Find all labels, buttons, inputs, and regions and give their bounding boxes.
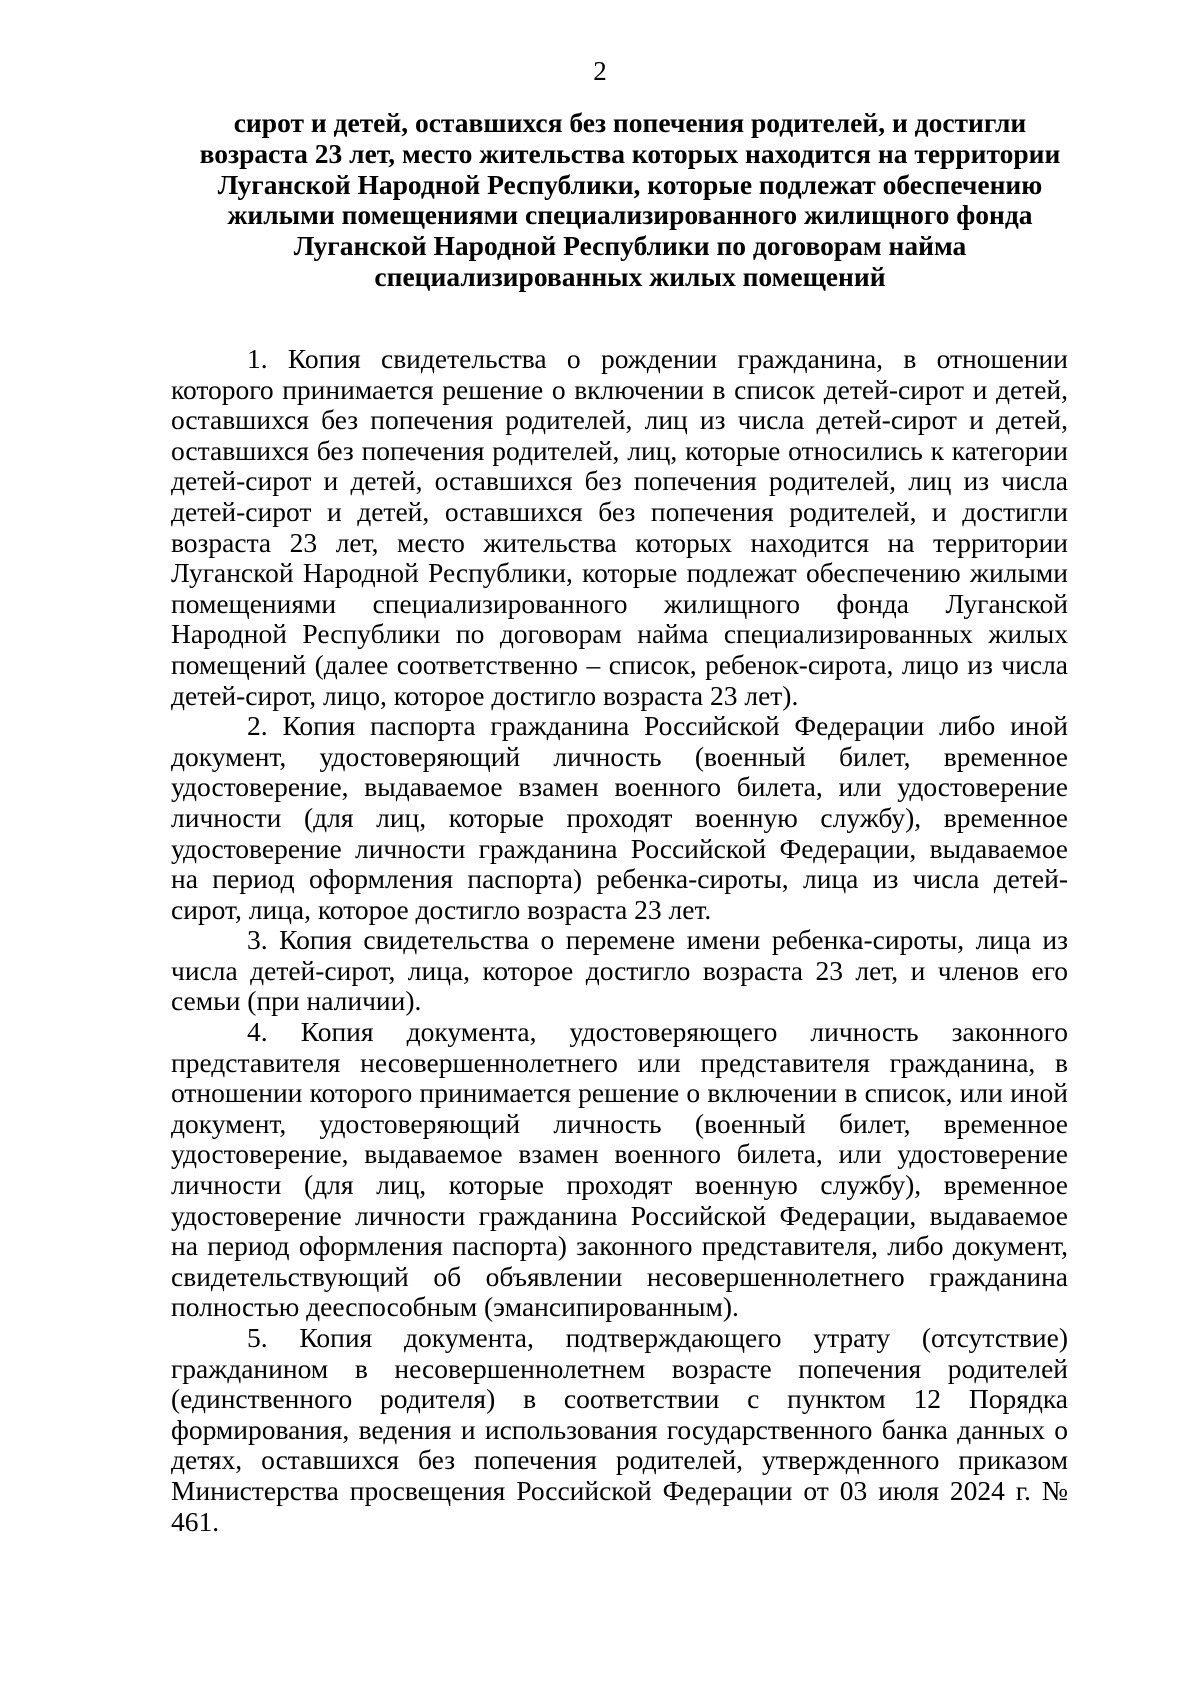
paragraph-item-3: 3. Копия свидетельства о перемене имени ребенка-сироты, лица из числа детей-сирот, лица, которое достигло возраста 23 лет, и членов его семьи (при наличии).	[171, 924, 1068, 1017]
paragraph-item-4: 4. Копия документа, удостоверяющего личность законного представителя несовершеннолетнего или представителя гражданина, в отношении которого принимается решение о включении в список, или иной документ, удостоверяющий личность (военный билет, временное удостоверение, выдаваемое взамен военного билета, или удостоверение личности (для лиц, которые проходят военную службу), временное удостоверение личности гражданина Российской Федерации, выдаваемое на период оформления паспорта) законного представителя, либо документ, свидетельствующий об объявлении несовершеннолетнего гражданина полностью дееспособным (эмансипированным).	[171, 1016, 1068, 1323]
heading-line: жилыми помещениями специализированного жилищного фонда	[227, 199, 1033, 231]
document-heading	[170, 108, 1090, 293]
document-body	[171, 344, 1068, 1537]
heading-line: возраста 23 лет, место жительства которых находится на территории	[199, 137, 1061, 169]
paragraph-item-1: 1. Копия свидетельства о рождении гражданина, в отношении которого принимается решение о включении в список детей-сирот и детей, оставшихся без попечения родителей, лиц из числа детей-сирот и детей, оставшихся без попечения родителей, лиц, которые относились к категории детей-сирот и детей, оставшихся без попечения родителей, лиц из числа детей-сирот и детей, оставшихся без попечения родителей, и достигли возраста 23 лет, место жительства которых находится на территории Луганской Народной Республики, которые подлежат обеспечению жилыми помещениями специализированного жилищного фонда Луганской Народной Республики по договорам найма специализированных жилых помещений (далее соответственно – список, ребенок-сирота, лицо из числа детей-сирот, лицо, которое достигло возраста 23 лет).	[171, 343, 1068, 711]
heading-line: Луганской Народной Республики, которые подлежат обеспечению	[217, 168, 1043, 200]
page-number: 2	[593, 56, 607, 86]
heading-line: Луганской Народной Республики по договорам найма	[293, 230, 967, 262]
paragraph-item-5: 5. Копия документа, подтверждающего утрату (отсутствие) гражданином в несовершеннолетнем возрасте попечения родителей (единственного родителя) в соответствии с пунктом 12 Порядка формирования, ведения и использования государственного банка данных о детях, оставшихся без попечения родителей, утвержденного приказом Министерства просвещения Российской Федерации от 03 июля 2024 г. № 461.	[171, 1322, 1068, 1537]
heading-line: специализированных жилых помещений	[374, 260, 886, 292]
heading-line: сирот и детей, оставшихся без попечения родителей, и достигли	[233, 107, 1027, 138]
paragraph-item-2: 2. Копия паспорта гражданина Российской Федерации либо иной документ, удостоверяющий личность (военный билет, временное удостоверение, выдаваемое взамен военного билета, или удостоверение личности (для лиц, которые проходят военную службу), временное удостоверение личности гражданина Российской Федерации, выдаваемое на период оформления паспорта) ребенка-сироты, лица из числа детей-сирот, лица, которое достигло возраста 23 лет.	[171, 710, 1068, 925]
